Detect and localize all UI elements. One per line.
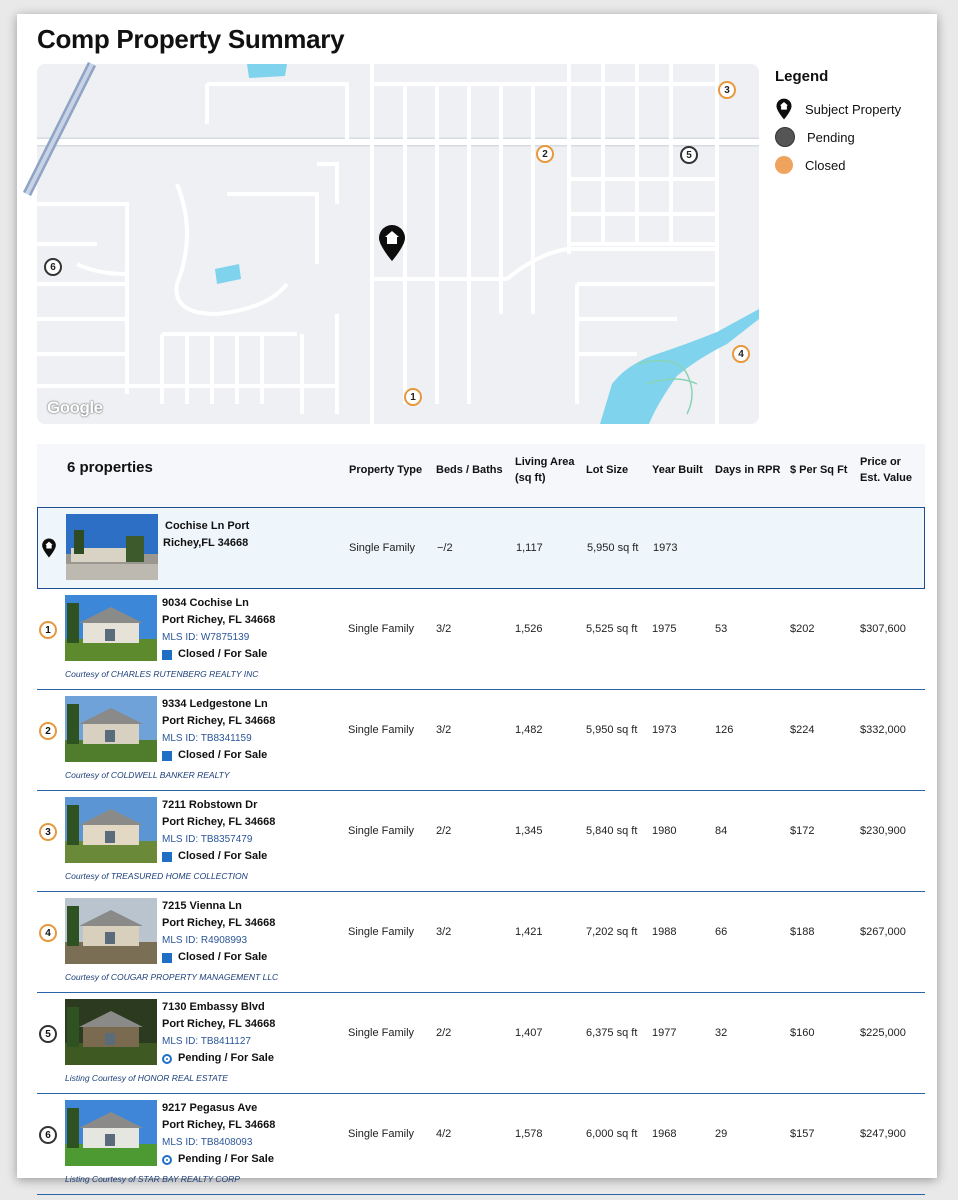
status-label: Closed / For Sale bbox=[178, 951, 268, 963]
map-marker-1[interactable]: 1 bbox=[404, 388, 422, 406]
map-marker-6[interactable]: 6 bbox=[44, 258, 62, 276]
comp-lot-size: 5,950 sq ft bbox=[586, 724, 638, 736]
status-label: Closed / For Sale bbox=[178, 749, 268, 761]
mls-id: MLS ID: W7875139 bbox=[162, 632, 250, 643]
listing-status bbox=[162, 848, 275, 865]
comp-number-badge: 5 bbox=[39, 1025, 57, 1043]
status-label: Pending / For Sale bbox=[178, 1153, 274, 1165]
comp-address bbox=[162, 898, 275, 966]
header-beds-baths[interactable]: Beds / Baths bbox=[436, 464, 503, 476]
comp-address-line2: Port Richey, FL 34668 bbox=[162, 715, 276, 727]
header-living-area-line2: (sq ft) bbox=[515, 472, 546, 484]
header-price-per-sqft[interactable]: $ Per Sq Ft bbox=[790, 464, 848, 476]
listing-courtesy: Listing Courtesy of HONOR REAL ESTATE bbox=[65, 1073, 228, 1083]
property-photo[interactable] bbox=[65, 1100, 157, 1166]
comp-address-line2: Port Richey, FL 34668 bbox=[162, 917, 276, 929]
comp-living-area: 1,578 bbox=[515, 1128, 543, 1140]
listing-courtesy: Courtesy of TREASURED HOME COLLECTION bbox=[65, 871, 248, 881]
comp-days-in-rpr: 84 bbox=[715, 825, 728, 837]
mls-id: MLS ID: TB8411127 bbox=[162, 1036, 251, 1047]
comp-property-type: Single Family bbox=[348, 623, 415, 635]
comp-address-line1: 9217 Pegasus Ave bbox=[162, 1102, 258, 1114]
comp-living-area: 1,421 bbox=[515, 926, 543, 938]
property-photo[interactable] bbox=[65, 595, 157, 661]
legend bbox=[775, 68, 935, 179]
header-days-in-rpr[interactable]: Days in RPR bbox=[715, 464, 781, 476]
comp-lot-size: 5,840 sq ft bbox=[586, 825, 638, 837]
page-title: Comp Property Summary bbox=[37, 24, 345, 54]
home-pin-icon bbox=[775, 98, 793, 120]
report-page bbox=[17, 14, 937, 1184]
comp-row-6[interactable] bbox=[37, 1094, 925, 1195]
comp-beds-baths: 3/2 bbox=[436, 623, 452, 635]
comp-year-built: 1977 bbox=[652, 1027, 677, 1039]
map-marker-5[interactable]: 5 bbox=[680, 146, 698, 164]
comp-beds-baths: 3/2 bbox=[436, 926, 452, 938]
mls-id: MLS ID: R4908993 bbox=[162, 935, 248, 946]
comp-days-in-rpr: 29 bbox=[715, 1128, 728, 1140]
subject-property-row[interactable] bbox=[37, 507, 925, 589]
comp-property-type: Single Family bbox=[348, 1027, 415, 1039]
comp-days-in-rpr: 32 bbox=[715, 1027, 728, 1039]
comp-row-2[interactable] bbox=[37, 690, 925, 791]
property-photo[interactable] bbox=[65, 696, 157, 762]
listing-courtesy: Listing Courtesy of STAR BAY REALTY CORP bbox=[65, 1174, 240, 1184]
listing-courtesy: Courtesy of CHARLES RUTENBERG REALTY INC bbox=[65, 669, 259, 679]
map-marker-4[interactable]: 4 bbox=[732, 345, 750, 363]
subject-year-built: 1973 bbox=[653, 542, 678, 554]
comp-year-built: 1988 bbox=[652, 926, 677, 938]
comp-days-in-rpr: 53 bbox=[715, 623, 728, 635]
comp-price: $225,000 bbox=[860, 1027, 906, 1039]
comp-address-line2: Port Richey, FL 34668 bbox=[162, 1119, 276, 1131]
listing-courtesy: Courtesy of COUGAR PROPERTY MANAGEMENT LLC bbox=[65, 972, 279, 982]
comp-lot-size: 6,375 sq ft bbox=[586, 1027, 638, 1039]
comp-address-line2: Port Richey, FL 34668 bbox=[162, 1018, 276, 1030]
comp-address bbox=[162, 696, 275, 764]
comp-living-area: 1,482 bbox=[515, 724, 543, 736]
comp-address-line1: 7211 Robstown Dr bbox=[162, 799, 258, 811]
comp-year-built: 1973 bbox=[652, 724, 677, 736]
header-living-area-line1: Living Area bbox=[515, 456, 575, 468]
pending-dot-icon bbox=[775, 127, 795, 147]
comp-address-line1: 9034 Cochise Ln bbox=[162, 597, 249, 609]
map-marker-2[interactable]: 2 bbox=[536, 145, 554, 163]
comp-price: $332,000 bbox=[860, 724, 906, 736]
subject-lot-size: 5,950 sq ft bbox=[587, 542, 639, 554]
header-property-type[interactable]: Property Type bbox=[349, 464, 423, 476]
pending-status-icon bbox=[162, 1155, 172, 1165]
header-price-line1: Price or bbox=[860, 456, 901, 468]
subject-address-line1: Cochise Ln Port bbox=[165, 520, 250, 532]
listing-status bbox=[162, 1151, 275, 1168]
comp-property-type: Single Family bbox=[348, 724, 415, 736]
comp-beds-baths: 4/2 bbox=[436, 1128, 452, 1140]
comp-address-line2: Port Richey, FL 34668 bbox=[162, 816, 276, 828]
comp-property-type: Single Family bbox=[348, 1128, 415, 1140]
comp-address bbox=[162, 999, 275, 1067]
comp-price-per-sqft: $157 bbox=[790, 1128, 815, 1140]
comp-number-badge: 3 bbox=[39, 823, 57, 841]
closed-status-icon bbox=[162, 650, 172, 660]
comp-number-badge: 4 bbox=[39, 924, 57, 942]
closed-status-icon bbox=[162, 751, 172, 761]
property-photo[interactable] bbox=[66, 514, 158, 580]
comp-row-1[interactable] bbox=[37, 589, 925, 690]
comp-property-type: Single Family bbox=[348, 926, 415, 938]
comp-price-per-sqft: $160 bbox=[790, 1027, 815, 1039]
comp-beds-baths: 3/2 bbox=[436, 724, 452, 736]
comp-days-in-rpr: 66 bbox=[715, 926, 728, 938]
comp-address bbox=[162, 1100, 275, 1168]
comp-price-per-sqft: $172 bbox=[790, 825, 815, 837]
comp-beds-baths: 2/2 bbox=[436, 825, 452, 837]
comp-number-badge: 2 bbox=[39, 722, 57, 740]
comp-row-5[interactable] bbox=[37, 993, 925, 1094]
legend-title: Legend bbox=[775, 68, 829, 85]
subject-living-area: 1,117 bbox=[516, 542, 543, 554]
comps-table bbox=[37, 444, 925, 1195]
listing-courtesy: Courtesy of COLDWELL BANKER REALTY bbox=[65, 770, 230, 780]
comp-property-type: Single Family bbox=[348, 825, 415, 837]
comp-living-area: 1,526 bbox=[515, 623, 543, 635]
google-logo: Google bbox=[47, 398, 103, 417]
status-label: Closed / For Sale bbox=[178, 850, 268, 862]
closed-status-icon bbox=[162, 953, 172, 963]
comp-year-built: 1980 bbox=[652, 825, 677, 837]
comp-address-line1: 7215 Vienna Ln bbox=[162, 900, 242, 912]
listing-status bbox=[162, 747, 275, 764]
legend-label-subject: Subject Property bbox=[805, 101, 902, 117]
property-photo[interactable] bbox=[65, 999, 157, 1065]
table-header bbox=[37, 444, 925, 508]
comp-row-3[interactable] bbox=[37, 791, 925, 892]
mls-id: MLS ID: TB8408093 bbox=[162, 1137, 253, 1148]
status-label: Closed / For Sale bbox=[178, 648, 268, 660]
mls-id: MLS ID: TB8357479 bbox=[162, 834, 253, 845]
property-photo[interactable] bbox=[65, 898, 157, 964]
legend-item-pending bbox=[775, 123, 935, 151]
listing-status bbox=[162, 646, 275, 663]
comp-living-area: 1,407 bbox=[515, 1027, 543, 1039]
comp-number-badge: 1 bbox=[39, 621, 57, 639]
legend-item-subject bbox=[775, 95, 935, 123]
subject-property-type: Single Family bbox=[349, 542, 416, 554]
comp-year-built: 1968 bbox=[652, 1128, 677, 1140]
subject-pin-icon bbox=[41, 538, 57, 563]
comp-lot-size: 7,202 sq ft bbox=[586, 926, 638, 938]
legend-label-closed: Closed bbox=[805, 157, 846, 173]
pending-status-icon bbox=[162, 1054, 172, 1064]
legend-label-pending: Pending bbox=[807, 129, 855, 145]
legend-item-closed bbox=[775, 151, 935, 179]
header-lot-size[interactable]: Lot Size bbox=[586, 464, 629, 476]
mls-id: MLS ID: TB8341159 bbox=[162, 733, 252, 744]
comp-address bbox=[162, 595, 275, 663]
header-year-built[interactable]: Year Built bbox=[652, 464, 703, 476]
listing-status bbox=[162, 1050, 275, 1067]
comp-price: $307,600 bbox=[860, 623, 906, 635]
comp-rows bbox=[37, 589, 925, 1195]
header-price-line2: Est. Value bbox=[860, 472, 912, 484]
comp-price-per-sqft: $224 bbox=[790, 724, 815, 736]
subject-address bbox=[163, 518, 249, 552]
closed-dot-icon bbox=[775, 156, 793, 174]
comp-beds-baths: 2/2 bbox=[436, 1027, 452, 1039]
map[interactable] bbox=[37, 64, 759, 424]
comp-address bbox=[162, 797, 275, 865]
listing-status bbox=[162, 949, 275, 966]
closed-status-icon bbox=[162, 852, 172, 862]
property-photo[interactable] bbox=[65, 797, 157, 863]
comp-days-in-rpr: 126 bbox=[715, 724, 734, 736]
comp-number-badge: 6 bbox=[39, 1126, 57, 1144]
comp-lot-size: 6,000 sq ft bbox=[586, 1128, 638, 1140]
property-count: 6 properties bbox=[67, 459, 153, 476]
comp-address-line1: 9334 Ledgestone Ln bbox=[162, 698, 268, 710]
subject-address-line2: Richey,FL 34668 bbox=[163, 537, 249, 549]
comp-price: $247,900 bbox=[860, 1128, 906, 1140]
comp-row-4[interactable] bbox=[37, 892, 925, 993]
map-marker-3[interactable]: 3 bbox=[718, 81, 736, 99]
status-label: Pending / For Sale bbox=[178, 1052, 274, 1064]
comp-living-area: 1,345 bbox=[515, 825, 543, 837]
comp-price-per-sqft: $188 bbox=[790, 926, 815, 938]
comp-year-built: 1975 bbox=[652, 623, 677, 635]
comp-price: $230,900 bbox=[860, 825, 906, 837]
header-price[interactable] bbox=[860, 454, 912, 486]
subject-beds-baths: −/2 bbox=[437, 542, 453, 554]
comp-price-per-sqft: $202 bbox=[790, 623, 815, 635]
comp-lot-size: 5,525 sq ft bbox=[586, 623, 638, 635]
header-living-area[interactable] bbox=[515, 454, 575, 486]
comp-address-line2: Port Richey, FL 34668 bbox=[162, 614, 276, 626]
comp-price: $267,000 bbox=[860, 926, 906, 938]
comp-address-line1: 7130 Embassy Blvd bbox=[162, 1001, 265, 1013]
